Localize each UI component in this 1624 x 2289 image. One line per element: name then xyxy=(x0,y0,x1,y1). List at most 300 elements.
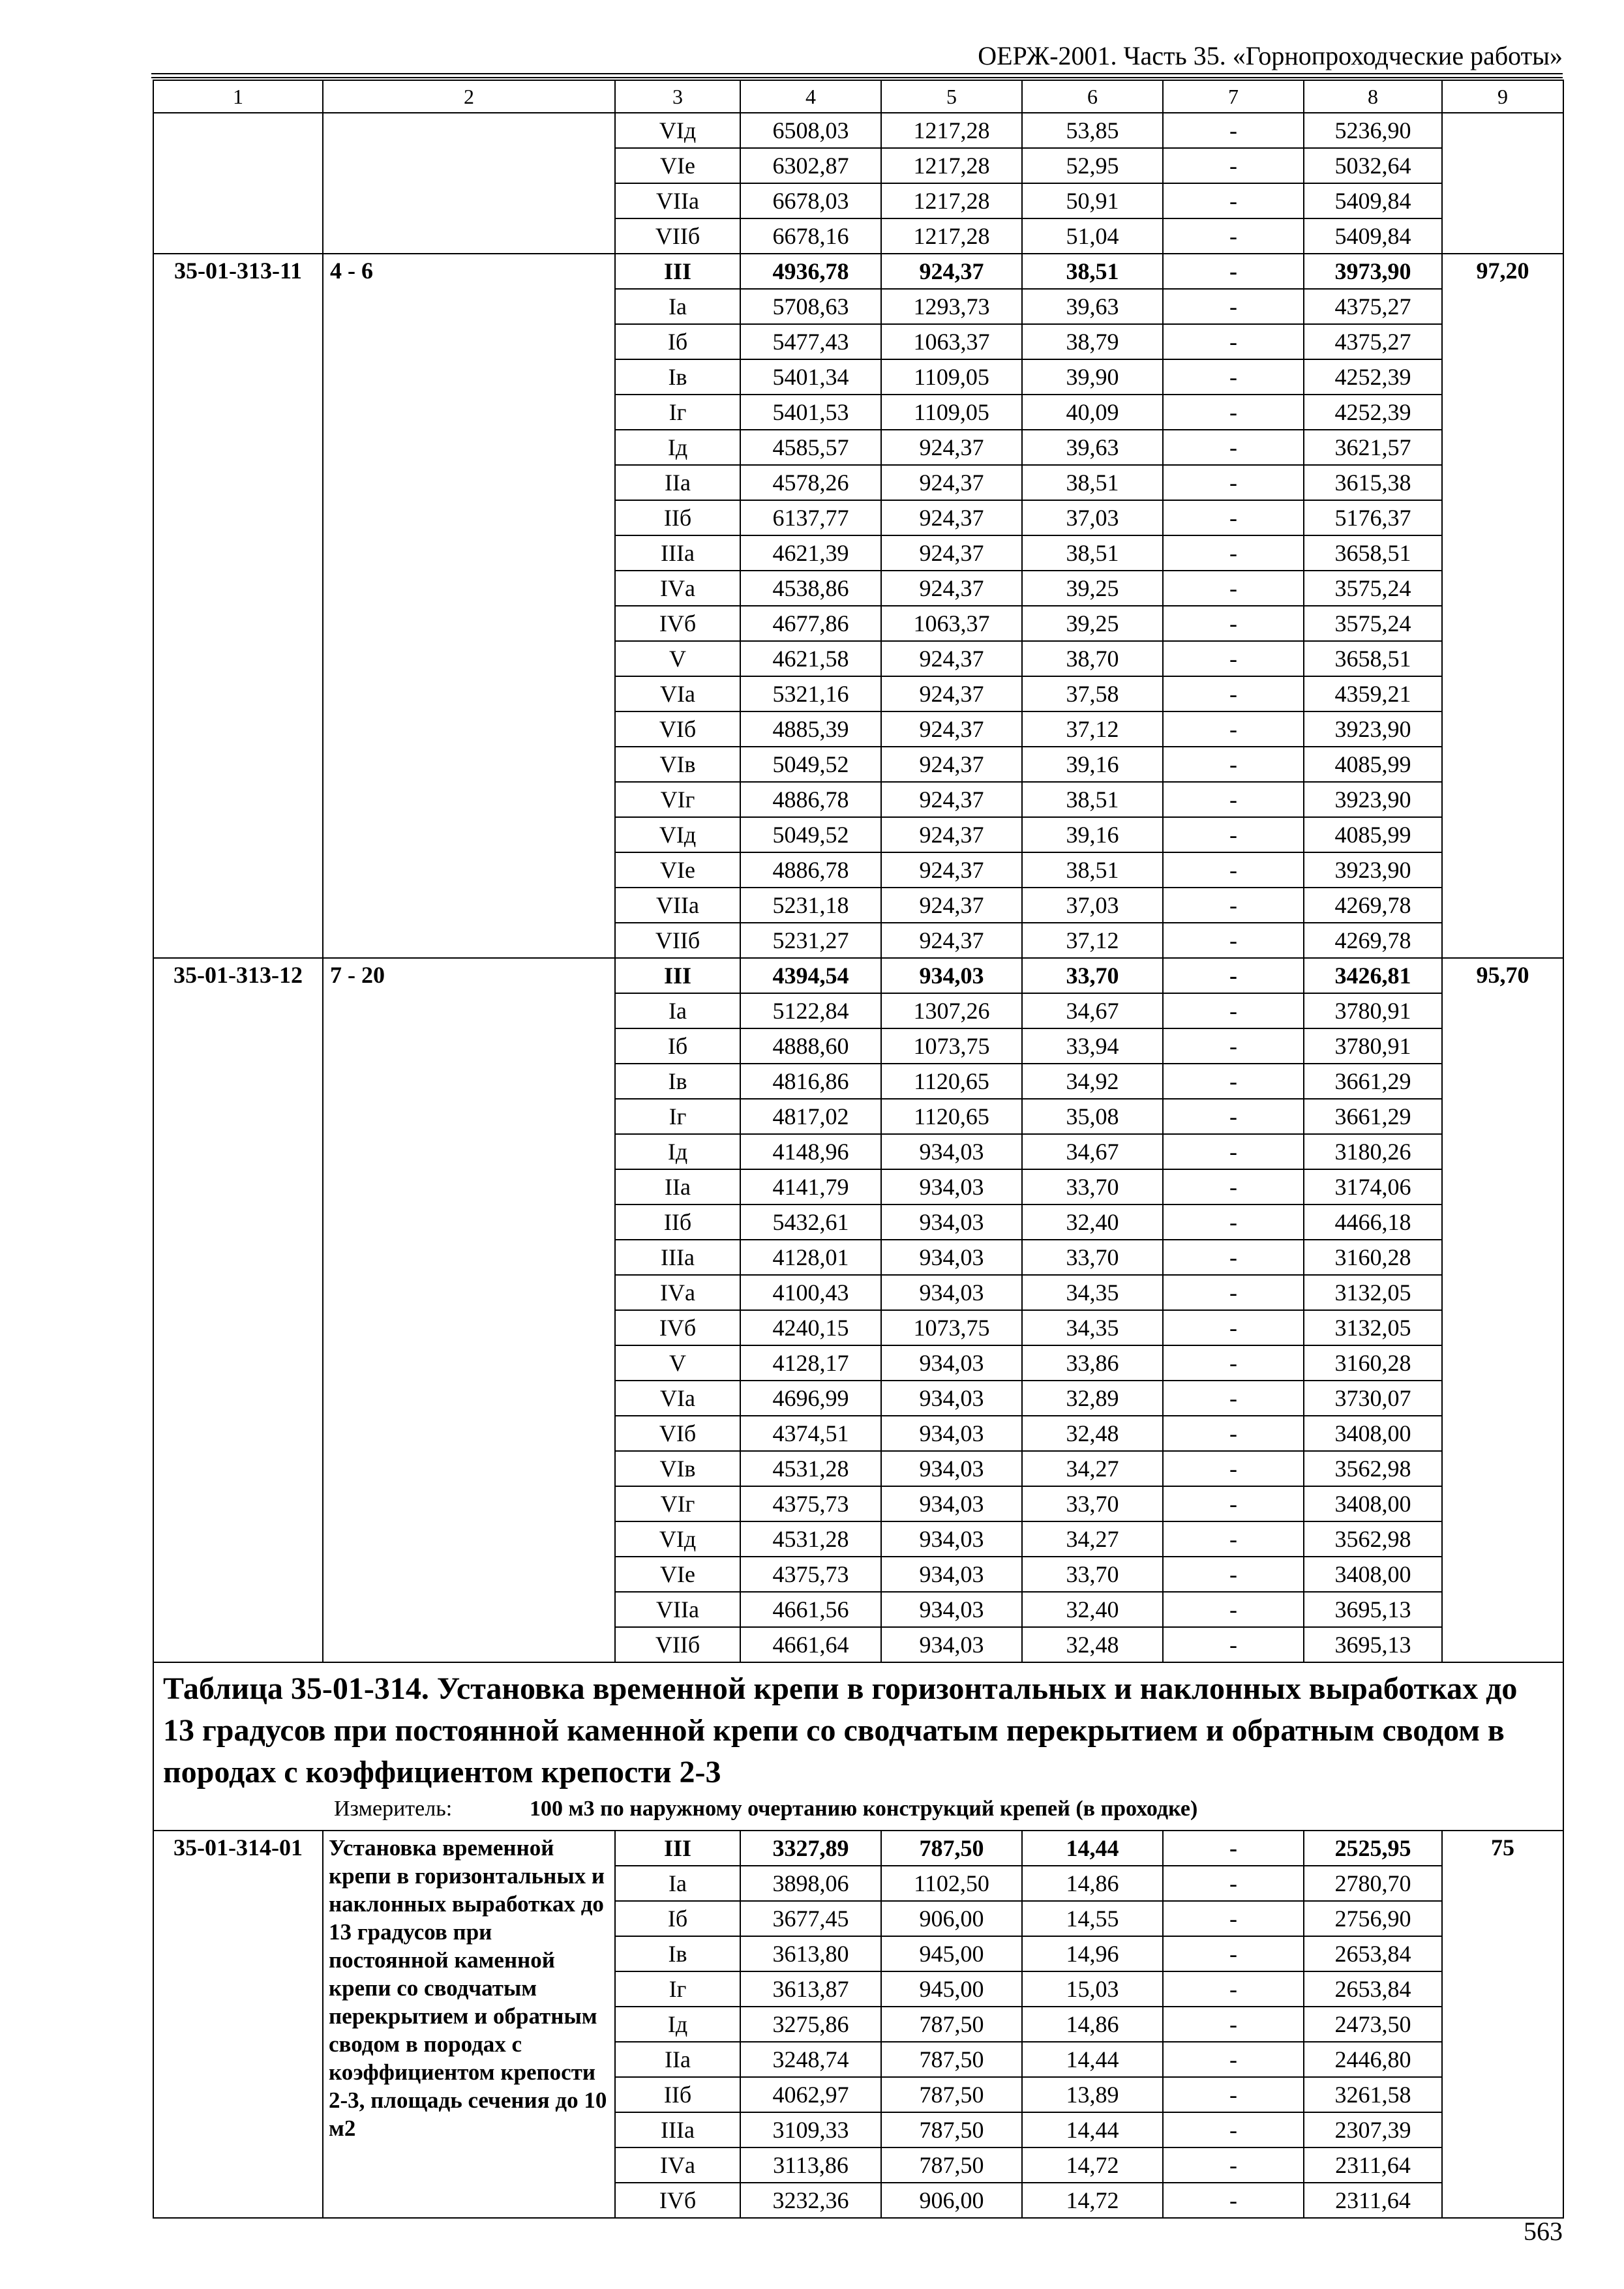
materials-cost-cell: 2756,90 xyxy=(1304,1901,1442,1936)
machinist-cost-cell: - xyxy=(1163,1381,1304,1416)
labor-cost-cell: 924,37 xyxy=(881,888,1022,923)
labor-cost-cell: 787,50 xyxy=(881,2147,1022,2183)
condition-cell: IIа xyxy=(615,2042,740,2077)
labor-cost-cell: 1217,28 xyxy=(881,183,1022,218)
materials-cost-cell: 2307,39 xyxy=(1304,2112,1442,2147)
condition-cell: Iа xyxy=(615,289,740,324)
machinist-cost-cell: - xyxy=(1163,1099,1304,1134)
materials-cost-cell: 5409,84 xyxy=(1304,183,1442,218)
labor-cost-cell: 1307,26 xyxy=(881,993,1022,1028)
materials-cost-cell: 3658,51 xyxy=(1304,641,1442,676)
norm-value-cell: 95,70 xyxy=(1442,958,1563,1662)
machine-cost-cell: 32,89 xyxy=(1022,1381,1163,1416)
total-cost-cell: 5231,18 xyxy=(740,888,881,923)
machinist-cost-cell: - xyxy=(1163,1901,1304,1936)
labor-cost-cell: 1109,05 xyxy=(881,395,1022,430)
labor-cost-cell: 934,03 xyxy=(881,1345,1022,1381)
materials-cost-cell: 3408,00 xyxy=(1304,1416,1442,1451)
labor-cost-cell: 924,37 xyxy=(881,676,1022,711)
labor-cost-cell: 1073,75 xyxy=(881,1310,1022,1345)
labor-cost-cell: 934,03 xyxy=(881,1521,1022,1557)
machinist-cost-cell: - xyxy=(1163,535,1304,571)
total-cost-cell: 5049,52 xyxy=(740,817,881,852)
machinist-cost-cell: - xyxy=(1163,1521,1304,1557)
machine-cost-cell: 15,03 xyxy=(1022,1971,1163,2007)
condition-cell: VIа xyxy=(615,676,740,711)
machine-cost-cell: 38,51 xyxy=(1022,852,1163,888)
materials-cost-cell: 3923,90 xyxy=(1304,782,1442,817)
materials-cost-cell: 3426,81 xyxy=(1304,958,1442,993)
machine-cost-cell: 37,03 xyxy=(1022,500,1163,535)
labor-cost-cell: 924,37 xyxy=(881,641,1022,676)
condition-cell: VIа xyxy=(615,1381,740,1416)
machinist-cost-cell: - xyxy=(1163,465,1304,500)
total-cost-cell: 5049,52 xyxy=(740,747,881,782)
materials-cost-cell: 3132,05 xyxy=(1304,1310,1442,1345)
materials-cost-cell: 2311,64 xyxy=(1304,2147,1442,2183)
total-cost-cell: 4661,56 xyxy=(740,1592,881,1627)
machine-cost-cell: 33,70 xyxy=(1022,1169,1163,1204)
machinist-cost-cell: - xyxy=(1163,1557,1304,1592)
materials-cost-cell: 3923,90 xyxy=(1304,711,1442,747)
machine-cost-cell: 14,72 xyxy=(1022,2183,1163,2218)
total-cost-cell: 4816,86 xyxy=(740,1064,881,1099)
materials-cost-cell: 2311,64 xyxy=(1304,2183,1442,2218)
machine-cost-cell: 33,86 xyxy=(1022,1345,1163,1381)
labor-cost-cell: 924,37 xyxy=(881,817,1022,852)
machine-cost-cell: 52,95 xyxy=(1022,148,1163,183)
total-cost-cell: 6137,77 xyxy=(740,500,881,535)
labor-cost-cell: 924,37 xyxy=(881,465,1022,500)
labor-cost-cell: 945,00 xyxy=(881,1971,1022,2007)
depth-range-cell xyxy=(323,113,615,254)
materials-cost-cell: 3973,90 xyxy=(1304,254,1442,289)
total-cost-cell: 4538,86 xyxy=(740,571,881,606)
total-cost-cell: 4148,96 xyxy=(740,1134,881,1169)
column-number: 7 xyxy=(1163,80,1304,113)
machine-cost-cell: 39,63 xyxy=(1022,289,1163,324)
column-number: 4 xyxy=(740,80,881,113)
condition-cell: IIа xyxy=(615,465,740,500)
table-title-cell xyxy=(153,1662,1563,1831)
condition-cell: IIа xyxy=(615,1169,740,1204)
machinist-cost-cell: - xyxy=(1163,183,1304,218)
total-cost-cell: 4531,28 xyxy=(740,1451,881,1486)
total-cost-cell: 3232,36 xyxy=(740,2183,881,2218)
materials-cost-cell: 3160,28 xyxy=(1304,1345,1442,1381)
materials-cost-cell: 3730,07 xyxy=(1304,1381,1442,1416)
machine-cost-cell: 14,86 xyxy=(1022,2007,1163,2042)
condition-cell: VIIа xyxy=(615,1592,740,1627)
machinist-cost-cell: - xyxy=(1163,1204,1304,1240)
norm-value-cell: 97,20 xyxy=(1442,254,1563,958)
materials-cost-cell: 2653,84 xyxy=(1304,1971,1442,2007)
total-cost-cell: 4885,39 xyxy=(740,711,881,747)
condition-cell: VIд xyxy=(615,113,740,148)
condition-cell: IVб xyxy=(615,1310,740,1345)
labor-cost-cell: 924,37 xyxy=(881,500,1022,535)
materials-cost-cell: 3160,28 xyxy=(1304,1240,1442,1275)
machine-cost-cell: 14,86 xyxy=(1022,1866,1163,1901)
machinist-cost-cell: - xyxy=(1163,888,1304,923)
machinist-cost-cell: - xyxy=(1163,2147,1304,2183)
total-cost-cell: 5231,27 xyxy=(740,923,881,958)
machine-cost-cell: 32,40 xyxy=(1022,1204,1163,1240)
materials-cost-cell: 4252,39 xyxy=(1304,359,1442,395)
labor-cost-cell: 924,37 xyxy=(881,747,1022,782)
machinist-cost-cell: - xyxy=(1163,1831,1304,1866)
labor-cost-cell: 934,03 xyxy=(881,1204,1022,1240)
condition-cell: VIе xyxy=(615,148,740,183)
condition-cell: Iд xyxy=(615,430,740,465)
labor-cost-cell: 934,03 xyxy=(881,1486,1022,1521)
machine-cost-cell: 51,04 xyxy=(1022,218,1163,254)
total-cost-cell: 3327,89 xyxy=(740,1831,881,1866)
condition-cell: III xyxy=(615,1831,740,1866)
total-cost-cell: 4375,73 xyxy=(740,1557,881,1592)
condition-cell: IVб xyxy=(615,606,740,641)
materials-cost-cell: 3780,91 xyxy=(1304,1028,1442,1064)
machine-cost-cell: 53,85 xyxy=(1022,113,1163,148)
total-cost-cell: 4141,79 xyxy=(740,1169,881,1204)
machinist-cost-cell: - xyxy=(1163,254,1304,289)
machine-cost-cell: 37,12 xyxy=(1022,711,1163,747)
running-header: ОЕРЖ-2001. Часть 35. «Горнопроходческие работы» xyxy=(978,41,1563,70)
machine-cost-cell: 50,91 xyxy=(1022,183,1163,218)
total-cost-cell: 4696,99 xyxy=(740,1381,881,1416)
depth-range-cell: 7 - 20 xyxy=(323,958,615,1662)
condition-cell: Iд xyxy=(615,1134,740,1169)
total-cost-cell: 4374,51 xyxy=(740,1416,881,1451)
materials-cost-cell: 3174,06 xyxy=(1304,1169,1442,1204)
labor-cost-cell: 924,37 xyxy=(881,923,1022,958)
machinist-cost-cell: - xyxy=(1163,148,1304,183)
total-cost-cell: 5321,16 xyxy=(740,676,881,711)
machinist-cost-cell: - xyxy=(1163,2007,1304,2042)
materials-cost-cell: 4269,78 xyxy=(1304,888,1442,923)
materials-cost-cell: 3408,00 xyxy=(1304,1557,1442,1592)
total-cost-cell: 4817,02 xyxy=(740,1099,881,1134)
machine-cost-cell: 34,67 xyxy=(1022,993,1163,1028)
total-cost-cell: 4062,97 xyxy=(740,2077,881,2112)
labor-cost-cell: 906,00 xyxy=(881,1901,1022,1936)
labor-cost-cell: 1109,05 xyxy=(881,359,1022,395)
total-cost-cell: 3613,80 xyxy=(740,1936,881,1971)
machinist-cost-cell: - xyxy=(1163,571,1304,606)
measure-line xyxy=(163,1795,1554,1823)
materials-cost-cell: 3562,98 xyxy=(1304,1451,1442,1486)
labor-cost-cell: 924,37 xyxy=(881,711,1022,747)
materials-cost-cell: 3661,29 xyxy=(1304,1064,1442,1099)
machinist-cost-cell: - xyxy=(1163,958,1304,993)
machinist-cost-cell: - xyxy=(1163,1134,1304,1169)
materials-cost-cell: 4085,99 xyxy=(1304,817,1442,852)
machinist-cost-cell: - xyxy=(1163,113,1304,148)
machine-cost-cell: 33,70 xyxy=(1022,958,1163,993)
machinist-cost-cell: - xyxy=(1163,324,1304,359)
machinist-cost-cell: - xyxy=(1163,782,1304,817)
total-cost-cell: 6678,16 xyxy=(740,218,881,254)
machinist-cost-cell: - xyxy=(1163,1486,1304,1521)
machinist-cost-cell: - xyxy=(1163,1310,1304,1345)
machinist-cost-cell: - xyxy=(1163,2183,1304,2218)
machinist-cost-cell: - xyxy=(1163,1028,1304,1064)
materials-cost-cell: 4085,99 xyxy=(1304,747,1442,782)
total-cost-cell: 3109,33 xyxy=(740,2112,881,2147)
table-row xyxy=(153,1831,1563,1866)
machine-cost-cell: 33,70 xyxy=(1022,1240,1163,1275)
materials-cost-cell: 3658,51 xyxy=(1304,535,1442,571)
machinist-cost-cell: - xyxy=(1163,747,1304,782)
labor-cost-cell: 1073,75 xyxy=(881,1028,1022,1064)
total-cost-cell: 4936,78 xyxy=(740,254,881,289)
total-cost-cell: 4128,17 xyxy=(740,1345,881,1381)
machine-cost-cell: 14,44 xyxy=(1022,1831,1163,1866)
page-number: 563 xyxy=(1524,2217,1563,2246)
machinist-cost-cell: - xyxy=(1163,289,1304,324)
table-title-row xyxy=(153,1662,1563,1831)
total-cost-cell: 4394,54 xyxy=(740,958,881,993)
machinist-cost-cell: - xyxy=(1163,430,1304,465)
labor-cost-cell: 924,37 xyxy=(881,571,1022,606)
machinist-cost-cell: - xyxy=(1163,2112,1304,2147)
column-number: 3 xyxy=(615,80,740,113)
materials-cost-cell: 5409,84 xyxy=(1304,218,1442,254)
machinist-cost-cell: - xyxy=(1163,1345,1304,1381)
condition-cell: IIб xyxy=(615,500,740,535)
labor-cost-cell: 924,37 xyxy=(881,254,1022,289)
machinist-cost-cell: - xyxy=(1163,1275,1304,1310)
condition-cell: VIе xyxy=(615,1557,740,1592)
materials-cost-cell: 2780,70 xyxy=(1304,1866,1442,1901)
materials-cost-cell: 3923,90 xyxy=(1304,852,1442,888)
labor-cost-cell: 1120,65 xyxy=(881,1064,1022,1099)
table-row xyxy=(153,254,1563,289)
condition-cell: Iб xyxy=(615,1028,740,1064)
total-cost-cell: 6302,87 xyxy=(740,148,881,183)
labor-cost-cell: 1217,28 xyxy=(881,218,1022,254)
condition-cell: III xyxy=(615,254,740,289)
machinist-cost-cell: - xyxy=(1163,2077,1304,2112)
total-cost-cell: 5401,34 xyxy=(740,359,881,395)
condition-cell: Iа xyxy=(615,1866,740,1901)
rates-table xyxy=(153,80,1564,2219)
column-number: 8 xyxy=(1304,80,1442,113)
condition-cell: IIIа xyxy=(615,535,740,571)
machine-cost-cell: 38,79 xyxy=(1022,324,1163,359)
condition-cell: Iв xyxy=(615,1064,740,1099)
total-cost-cell: 4128,01 xyxy=(740,1240,881,1275)
materials-cost-cell: 3575,24 xyxy=(1304,606,1442,641)
materials-cost-cell: 5032,64 xyxy=(1304,148,1442,183)
total-cost-cell: 4578,26 xyxy=(740,465,881,500)
machine-cost-cell: 34,35 xyxy=(1022,1310,1163,1345)
machine-cost-cell: 38,51 xyxy=(1022,254,1163,289)
total-cost-cell: 4240,15 xyxy=(740,1310,881,1345)
labor-cost-cell: 934,03 xyxy=(881,1240,1022,1275)
total-cost-cell: 4661,64 xyxy=(740,1627,881,1662)
condition-cell: VIIб xyxy=(615,1627,740,1662)
machine-cost-cell: 34,35 xyxy=(1022,1275,1163,1310)
machinist-cost-cell: - xyxy=(1163,711,1304,747)
measure-value: 100 м3 по наружному очертанию конструкций крепей (в проходке) xyxy=(530,1797,1198,1821)
labor-cost-cell: 1120,65 xyxy=(881,1099,1022,1134)
total-cost-cell: 5122,84 xyxy=(740,993,881,1028)
machinist-cost-cell: - xyxy=(1163,923,1304,958)
column-number: 9 xyxy=(1442,80,1563,113)
column-number: 2 xyxy=(323,80,615,113)
materials-cost-cell: 3261,58 xyxy=(1304,2077,1442,2112)
machinist-cost-cell: - xyxy=(1163,1592,1304,1627)
machinist-cost-cell: - xyxy=(1163,2042,1304,2077)
labor-cost-cell: 787,50 xyxy=(881,1831,1022,1866)
machine-cost-cell: 34,27 xyxy=(1022,1451,1163,1486)
condition-cell: Iд xyxy=(615,2007,740,2042)
materials-cost-cell: 4359,21 xyxy=(1304,676,1442,711)
machine-cost-cell: 39,16 xyxy=(1022,817,1163,852)
condition-cell: IIIа xyxy=(615,1240,740,1275)
machine-cost-cell: 38,51 xyxy=(1022,465,1163,500)
condition-cell: VIб xyxy=(615,1416,740,1451)
materials-cost-cell: 2473,50 xyxy=(1304,2007,1442,2042)
condition-cell: VIд xyxy=(615,817,740,852)
condition-cell: VIв xyxy=(615,747,740,782)
table-title: Таблица 35-01-314. Установка временной крепи в горизонтальных и наклонных выработках до 13 градусов при постоянной каменной крепи со сводчатым перекрытием и обратным сводом в породах с коэффициентом крепости 2-3 xyxy=(163,1671,1518,1789)
total-cost-cell: 5401,53 xyxy=(740,395,881,430)
materials-cost-cell: 3661,29 xyxy=(1304,1099,1442,1134)
labor-cost-cell: 1063,37 xyxy=(881,606,1022,641)
condition-cell: Iв xyxy=(615,359,740,395)
machine-cost-cell: 32,48 xyxy=(1022,1627,1163,1662)
condition-cell: VIг xyxy=(615,1486,740,1521)
machinist-cost-cell: - xyxy=(1163,1416,1304,1451)
labor-cost-cell: 1217,28 xyxy=(881,113,1022,148)
machine-cost-cell: 38,51 xyxy=(1022,782,1163,817)
machine-cost-cell: 35,08 xyxy=(1022,1099,1163,1134)
header-rule-thin xyxy=(151,77,1563,78)
machinist-cost-cell: - xyxy=(1163,676,1304,711)
machine-cost-cell: 38,70 xyxy=(1022,641,1163,676)
total-cost-cell: 4100,43 xyxy=(740,1275,881,1310)
materials-cost-cell: 3575,24 xyxy=(1304,571,1442,606)
machine-cost-cell: 39,63 xyxy=(1022,430,1163,465)
machine-cost-cell: 37,03 xyxy=(1022,888,1163,923)
labor-cost-cell: 945,00 xyxy=(881,1936,1022,1971)
condition-cell: VIIа xyxy=(615,888,740,923)
labor-cost-cell: 1063,37 xyxy=(881,324,1022,359)
machinist-cost-cell: - xyxy=(1163,1169,1304,1204)
materials-cost-cell: 2446,80 xyxy=(1304,2042,1442,2077)
labor-cost-cell: 934,03 xyxy=(881,1416,1022,1451)
total-cost-cell: 4621,58 xyxy=(740,641,881,676)
labor-cost-cell: 934,03 xyxy=(881,958,1022,993)
machine-cost-cell: 32,48 xyxy=(1022,1416,1163,1451)
total-cost-cell: 5432,61 xyxy=(740,1204,881,1240)
condition-cell: Iг xyxy=(615,395,740,430)
condition-cell: Iг xyxy=(615,1099,740,1134)
machinist-cost-cell: - xyxy=(1163,1936,1304,1971)
norm-value-cell xyxy=(1442,113,1563,254)
labor-cost-cell: 1217,28 xyxy=(881,148,1022,183)
total-cost-cell: 3677,45 xyxy=(740,1901,881,1936)
labor-cost-cell: 787,50 xyxy=(881,2077,1022,2112)
condition-cell: III xyxy=(615,958,740,993)
machine-cost-cell: 34,27 xyxy=(1022,1521,1163,1557)
materials-cost-cell: 4375,27 xyxy=(1304,289,1442,324)
machinist-cost-cell: - xyxy=(1163,500,1304,535)
total-cost-cell: 3248,74 xyxy=(740,2042,881,2077)
total-cost-cell: 4886,78 xyxy=(740,782,881,817)
labor-cost-cell: 787,50 xyxy=(881,2007,1022,2042)
machine-cost-cell: 33,70 xyxy=(1022,1486,1163,1521)
work-description-cell: Установка временной крепи в горизонтальных и наклонных выработках до 13 градусов при постоянной каменной крепи со сводчатым перекрытием и обратным сводом в породах с коэффициентом крепости 2-3, площадь сечения до 10 м2 xyxy=(323,1831,615,2218)
machine-cost-cell: 34,67 xyxy=(1022,1134,1163,1169)
labor-cost-cell: 1293,73 xyxy=(881,289,1022,324)
materials-cost-cell: 4466,18 xyxy=(1304,1204,1442,1240)
condition-cell: IVа xyxy=(615,571,740,606)
materials-cost-cell: 4269,78 xyxy=(1304,923,1442,958)
machinist-cost-cell: - xyxy=(1163,817,1304,852)
condition-cell: V xyxy=(615,641,740,676)
table-row xyxy=(153,958,1563,993)
machinist-cost-cell: - xyxy=(1163,641,1304,676)
condition-cell: VIг xyxy=(615,782,740,817)
total-cost-cell: 3898,06 xyxy=(740,1866,881,1901)
total-cost-cell: 4531,28 xyxy=(740,1521,881,1557)
rate-code-cell: 35-01-314-01 xyxy=(153,1831,323,2218)
labor-cost-cell: 924,37 xyxy=(881,535,1022,571)
machinist-cost-cell: - xyxy=(1163,852,1304,888)
machine-cost-cell: 34,92 xyxy=(1022,1064,1163,1099)
labor-cost-cell: 924,37 xyxy=(881,852,1022,888)
condition-cell: Iб xyxy=(615,324,740,359)
machine-cost-cell: 39,90 xyxy=(1022,359,1163,395)
labor-cost-cell: 1102,50 xyxy=(881,1866,1022,1901)
condition-cell: VIIб xyxy=(615,923,740,958)
machine-cost-cell: 39,16 xyxy=(1022,747,1163,782)
total-cost-cell: 3275,86 xyxy=(740,2007,881,2042)
machinist-cost-cell: - xyxy=(1163,218,1304,254)
labor-cost-cell: 934,03 xyxy=(881,1557,1022,1592)
rate-code-cell: 35-01-313-12 xyxy=(153,958,323,1662)
labor-cost-cell: 924,37 xyxy=(881,430,1022,465)
labor-cost-cell: 906,00 xyxy=(881,2183,1022,2218)
machine-cost-cell: 38,51 xyxy=(1022,535,1163,571)
materials-cost-cell: 3695,13 xyxy=(1304,1627,1442,1662)
rate-code-cell: 35-01-313-11 xyxy=(153,254,323,958)
materials-cost-cell: 3621,57 xyxy=(1304,430,1442,465)
total-cost-cell: 5477,43 xyxy=(740,324,881,359)
labor-cost-cell: 934,03 xyxy=(881,1169,1022,1204)
machine-cost-cell: 14,44 xyxy=(1022,2042,1163,2077)
machinist-cost-cell: - xyxy=(1163,1064,1304,1099)
materials-cost-cell: 3408,00 xyxy=(1304,1486,1442,1521)
materials-cost-cell: 3695,13 xyxy=(1304,1592,1442,1627)
column-number: 5 xyxy=(881,80,1022,113)
machine-cost-cell: 37,12 xyxy=(1022,923,1163,958)
header-rule xyxy=(151,73,1563,74)
total-cost-cell: 4621,39 xyxy=(740,535,881,571)
labor-cost-cell: 787,50 xyxy=(881,2112,1022,2147)
norm-value-cell: 75 xyxy=(1442,1831,1563,2218)
total-cost-cell: 3113,86 xyxy=(740,2147,881,2183)
total-cost-cell: 3613,87 xyxy=(740,1971,881,2007)
condition-cell: Iб xyxy=(615,1901,740,1936)
total-cost-cell: 4886,78 xyxy=(740,852,881,888)
materials-cost-cell: 5176,37 xyxy=(1304,500,1442,535)
materials-cost-cell: 3180,26 xyxy=(1304,1134,1442,1169)
condition-cell: VIд xyxy=(615,1521,740,1557)
